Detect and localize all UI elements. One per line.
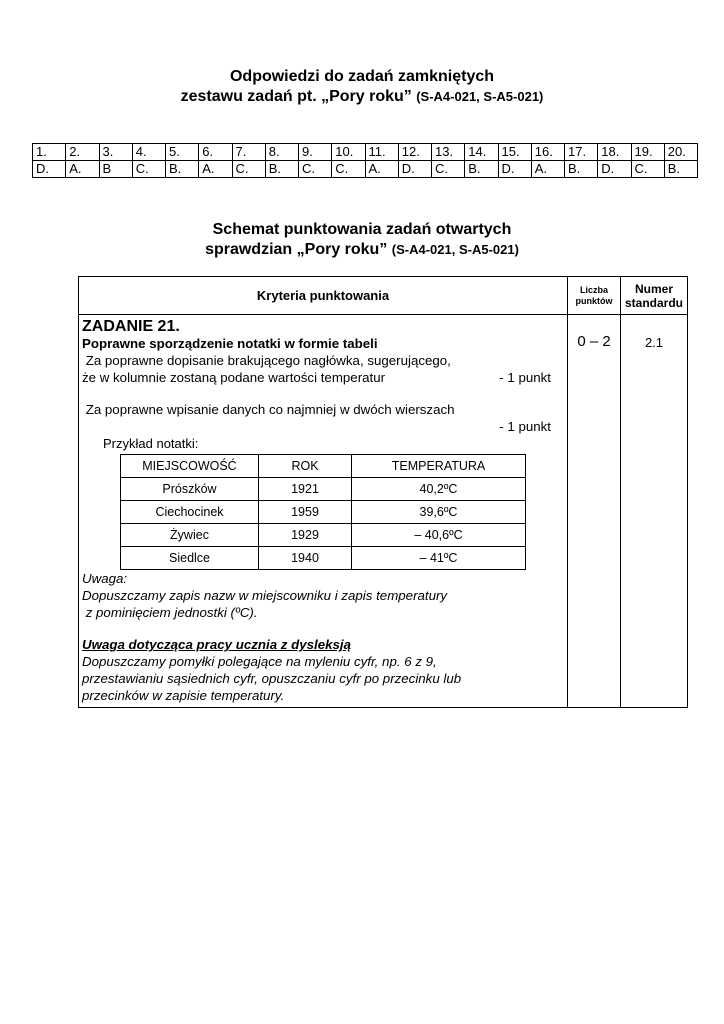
section-title-open: Schemat punktowania zadań otwartych bbox=[212, 221, 512, 238]
answer-number-cell: 18. bbox=[598, 144, 631, 161]
points-value: 0 – 2 bbox=[577, 333, 611, 350]
answer-value-cell: D. bbox=[33, 161, 66, 178]
crit2-line1: Za poprawne wpisanie danych co najmniej w dwóch wierszach bbox=[82, 402, 455, 418]
answer-value-cell: C. bbox=[332, 161, 365, 178]
dyslexia-line1: Dopuszczamy pomyłki polegające na myleniu cyfr, np. 6 z 9, bbox=[82, 654, 437, 670]
answer-value-cell: C. bbox=[132, 161, 165, 178]
example-place: Prószków bbox=[121, 477, 259, 500]
dyslexia-title: Uwaga dotycząca pracy ucznia z dysleksją bbox=[82, 637, 352, 653]
example-header-row bbox=[121, 454, 526, 477]
example-place: Żywiec bbox=[121, 523, 259, 546]
example-header-temp: TEMPERATURA bbox=[352, 454, 526, 477]
subtitle-main: zestawu zadań pt. „Pory roku” bbox=[180, 88, 412, 105]
answer-value-cell: D. bbox=[598, 161, 631, 178]
answer-value-cell: B. bbox=[265, 161, 298, 178]
table-row bbox=[121, 500, 526, 523]
header-criteria: Kryteria punktowania bbox=[79, 277, 568, 315]
example-year: 1959 bbox=[259, 500, 352, 523]
answer-number-cell: 2. bbox=[66, 144, 99, 161]
standard-cell bbox=[621, 315, 688, 708]
criteria-header-row bbox=[79, 277, 688, 315]
answer-number-cell: 10. bbox=[332, 144, 365, 161]
answers-number-row bbox=[33, 144, 698, 161]
example-temp: 40,2ºC bbox=[352, 477, 526, 500]
answer-number-cell: 6. bbox=[199, 144, 232, 161]
header-points-line1: Liczba bbox=[579, 284, 608, 295]
answer-number-cell: 9. bbox=[299, 144, 332, 161]
dyslexia-line2: przestawianiu sąsiednich cyfr, opuszczaniu cyfr po przecinku lub bbox=[82, 670, 462, 686]
header-standard-line1: Numer bbox=[634, 281, 673, 296]
answer-number-cell: 11. bbox=[365, 144, 398, 161]
task-title: ZADANIE 21. bbox=[82, 318, 180, 335]
answer-number-cell: 7. bbox=[232, 144, 265, 161]
task-subtitle: Poprawne sporządzenie notatki w formie tabeli bbox=[82, 336, 378, 351]
criteria-table bbox=[78, 276, 688, 708]
answer-value-cell: A. bbox=[531, 161, 564, 178]
crit2-points: - 1 punkt bbox=[499, 419, 551, 435]
answer-number-cell: 17. bbox=[565, 144, 598, 161]
answer-value-cell: A. bbox=[365, 161, 398, 178]
answer-value-cell: B. bbox=[664, 161, 697, 178]
example-header-place: MIEJSCOWOŚĆ bbox=[121, 454, 259, 477]
crit1-line2: że w kolumnie zostaną podane wartości temperatur bbox=[82, 369, 386, 385]
answer-value-cell: C. bbox=[232, 161, 265, 178]
answer-value-cell: C. bbox=[631, 161, 664, 178]
answer-number-cell: 12. bbox=[398, 144, 431, 161]
section-title-closed: Odpowiedzi do zadań zamkniętych bbox=[229, 68, 495, 85]
section-subtitle-closed bbox=[0, 87, 724, 107]
answer-value-cell: C. bbox=[299, 161, 332, 178]
answer-number-cell: 5. bbox=[166, 144, 199, 161]
answer-value-cell: B. bbox=[465, 161, 498, 178]
answer-value-cell: B bbox=[99, 161, 132, 178]
table-row bbox=[121, 477, 526, 500]
subtitle-code: (S-A4-021, S-A5-021) bbox=[391, 242, 519, 257]
dyslexia-line3: przecinków w zapisie temperatury. bbox=[82, 687, 285, 703]
crit1-row bbox=[82, 370, 563, 387]
answer-value-cell: C. bbox=[432, 161, 465, 178]
subtitle-main: sprawdzian „Pory roku” bbox=[205, 241, 388, 258]
section-subtitle-open bbox=[0, 240, 724, 260]
answer-number-cell: 14. bbox=[465, 144, 498, 161]
example-year: 1921 bbox=[259, 477, 352, 500]
header-standard bbox=[621, 277, 688, 315]
answer-value-cell: A. bbox=[199, 161, 232, 178]
note-line1: Dopuszczamy zapis nazw w miejscowniku i zapis temperatury bbox=[82, 587, 448, 603]
example-temp: – 41ºC bbox=[352, 546, 526, 569]
example-place: Siedlce bbox=[121, 546, 259, 569]
header-standard-line2: standardu bbox=[624, 295, 683, 310]
example-table bbox=[120, 454, 526, 570]
header-points-line2: punktów bbox=[575, 295, 613, 306]
example-temp: 39,6ºC bbox=[352, 500, 526, 523]
standard-value: 2.1 bbox=[644, 335, 664, 350]
answer-number-cell: 16. bbox=[531, 144, 564, 161]
answer-value-cell: B. bbox=[565, 161, 598, 178]
example-label: Przykład notatki: bbox=[103, 435, 199, 451]
answer-value-cell: D. bbox=[498, 161, 531, 178]
criteria-cell bbox=[79, 315, 568, 708]
note-line2: z pominięciem jednostki (ºC). bbox=[82, 604, 258, 620]
answer-number-cell: 1. bbox=[33, 144, 66, 161]
header-points bbox=[568, 277, 621, 315]
example-place: Ciechocinek bbox=[121, 500, 259, 523]
answer-number-cell: 4. bbox=[132, 144, 165, 161]
example-temp: – 40,6ºC bbox=[352, 523, 526, 546]
answer-number-cell: 20. bbox=[664, 144, 697, 161]
points-cell bbox=[568, 315, 621, 708]
answer-number-cell: 3. bbox=[99, 144, 132, 161]
criteria-body-row bbox=[79, 315, 688, 708]
answer-value-cell: D. bbox=[398, 161, 431, 178]
crit1-points: - 1 punkt bbox=[499, 369, 551, 385]
example-year: 1940 bbox=[259, 546, 352, 569]
crit1-line1: Za poprawne dopisanie brakującego nagłówka, sugerującego, bbox=[82, 352, 451, 368]
answer-number-cell: 19. bbox=[631, 144, 664, 161]
answer-number-cell: 8. bbox=[265, 144, 298, 161]
answers-value-row bbox=[33, 161, 698, 178]
answer-number-cell: 15. bbox=[498, 144, 531, 161]
note-title: Uwaga: bbox=[82, 570, 128, 586]
closed-answers-table bbox=[32, 143, 698, 178]
example-year: 1929 bbox=[259, 523, 352, 546]
answer-value-cell: A. bbox=[66, 161, 99, 178]
answer-value-cell: B. bbox=[166, 161, 199, 178]
table-row bbox=[121, 523, 526, 546]
example-header-year: ROK bbox=[259, 454, 352, 477]
table-row bbox=[121, 546, 526, 569]
answer-number-cell: 13. bbox=[432, 144, 465, 161]
subtitle-code: (S-A4-021, S-A5-021) bbox=[416, 89, 544, 104]
